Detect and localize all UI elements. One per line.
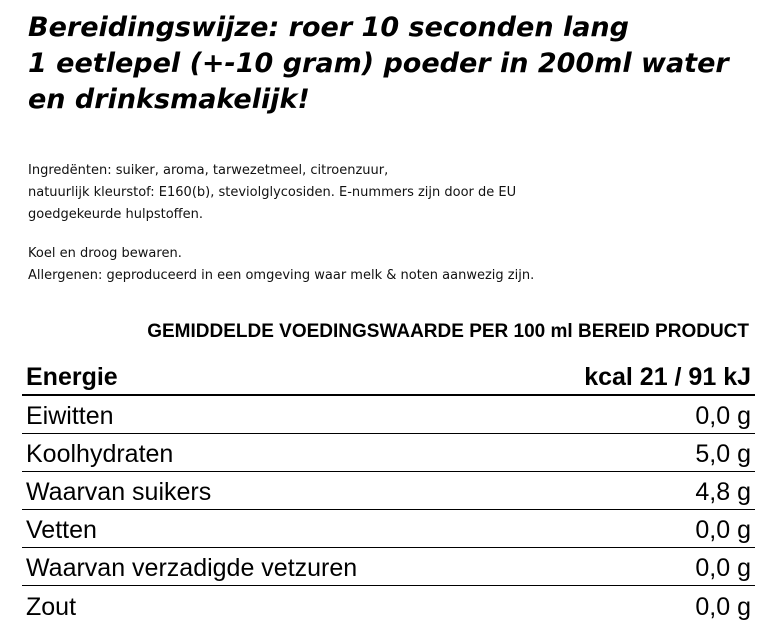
storage-line: Koel en droog bewaren. bbox=[28, 246, 182, 261]
nutrition-value: 0,0 g bbox=[695, 593, 751, 621]
nutrition-title: GEMIDDELDE VOEDINGSWAARDE PER 100 ml BEREID PRODUCT bbox=[147, 321, 749, 342]
nutrition-label: Koolhydraten bbox=[26, 440, 174, 468]
nutrition-row bbox=[22, 396, 755, 434]
storage-allergen-block bbox=[28, 243, 748, 287]
nutrition-label: Vetten bbox=[26, 516, 97, 544]
nutrition-row bbox=[22, 548, 755, 586]
nutrition-value: 5,0 g bbox=[695, 440, 751, 468]
allergen-line: Allergenen: geproduceerd in een omgeving waar melk & noten aanwezig zijn. bbox=[28, 268, 535, 283]
nutrition-row-energy bbox=[22, 356, 755, 396]
preparation-line: en drinksmakelijk! bbox=[28, 84, 310, 115]
nutrition-value: kcal 21 / 91 kJ bbox=[584, 363, 751, 391]
nutrition-label: Waarvan verzadigde vetzuren bbox=[26, 554, 358, 582]
ingredients-line: goedgekeurde hulpstoffen. bbox=[28, 207, 203, 222]
ingredients-line: natuurlijk kleurstof: E160(b), steviolglycosiden. E-nummers zijn door de EU bbox=[28, 185, 517, 200]
ingredients-block bbox=[28, 160, 748, 226]
nutrition-label: Energie bbox=[26, 363, 118, 391]
preparation-line: 1 eetlepel (+-10 gram) poeder in 200ml water bbox=[28, 48, 729, 79]
nutrition-row bbox=[22, 472, 755, 510]
preparation-instructions bbox=[28, 10, 758, 118]
nutrition-value: 0,0 g bbox=[695, 516, 751, 544]
nutrition-label: Eiwitten bbox=[26, 402, 114, 430]
nutrition-row bbox=[22, 510, 755, 548]
nutrition-value: 0,0 g bbox=[695, 402, 751, 430]
nutrition-value: 4,8 g bbox=[695, 478, 751, 506]
nutrition-value: 0,0 g bbox=[695, 554, 751, 582]
ingredients-line: Ingredënten: suiker, aroma, tarwezetmeel, citroenzuur, bbox=[28, 163, 389, 178]
preparation-line: Bereidingswijze: roer 10 seconden lang bbox=[28, 12, 629, 43]
nutrition-row bbox=[22, 434, 755, 472]
nutrition-label: Zout bbox=[26, 593, 77, 621]
nutrition-table bbox=[22, 356, 755, 624]
nutrition-row bbox=[22, 586, 755, 624]
nutrition-label: Waarvan suikers bbox=[26, 478, 212, 506]
